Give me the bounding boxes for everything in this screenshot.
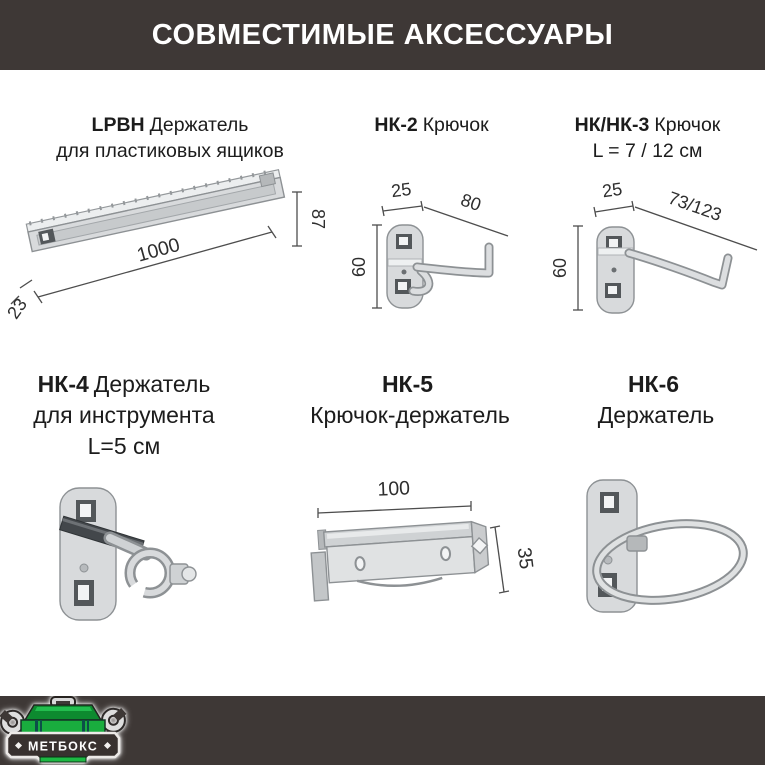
hook-arm [629, 253, 728, 285]
dim-label: 100 [377, 477, 411, 501]
product-title: Держатель [149, 114, 249, 136]
dim-label: 60 [349, 256, 369, 278]
dim-height [349, 225, 382, 308]
product-title: Крючок-держатель [310, 402, 510, 428]
page-title: СОВМЕСТИМЫЕ АКСЕССУАРЫ [151, 18, 614, 51]
heading-hk5 [285, 369, 535, 431]
dim-height [550, 226, 583, 310]
dim-label: 87 [308, 208, 328, 230]
holder-body [310, 519, 491, 601]
hk4-drawing [50, 480, 200, 630]
product-title: Крючок [654, 114, 721, 136]
lpbh-drawing [3, 180, 328, 325]
dim-label: 73/123 [665, 187, 725, 225]
dim-height [490, 526, 537, 593]
dim-label: 25 [600, 178, 624, 202]
heading-lpbh [20, 112, 320, 164]
ring-clamp [627, 536, 647, 551]
product-code: НК-5 [381, 371, 434, 397]
product-code: НК-2 [374, 114, 418, 136]
dim-length [318, 477, 471, 518]
hook-arm [413, 247, 489, 291]
dim-label: 80 [458, 189, 484, 216]
hk2-drawing [349, 178, 520, 320]
header-bar [0, 0, 765, 70]
heading-hk3 [540, 112, 755, 164]
hook-plate [597, 227, 634, 313]
brand-name: МЕТБОКС [28, 739, 98, 754]
metbox-logo [4, 693, 124, 765]
dim-label: 23 [3, 294, 32, 323]
product-subtitle: для инструмента [33, 402, 215, 428]
product-title: Держатель [597, 402, 715, 428]
brand-plaque [7, 733, 119, 762]
dim-depth [3, 280, 32, 322]
holder-plate [60, 488, 116, 620]
dim-label: 60 [550, 257, 570, 279]
product-subtitle: L = 7 / 12 см [592, 140, 703, 162]
dim-width [594, 179, 634, 217]
product-code: НК-6 [627, 371, 680, 397]
product-code: НК-4 [37, 371, 89, 397]
dim-label: 1000 [134, 233, 183, 267]
product-code: НК/НК-3 [574, 114, 650, 136]
dim-width [382, 179, 423, 216]
tool-clip [110, 538, 196, 600]
dim-label: 25 [390, 178, 413, 202]
product-subtitle2: L=5 см [87, 433, 161, 459]
hk5-drawing [295, 477, 538, 625]
dim-length [635, 188, 757, 250]
product-title: Держатель [93, 371, 211, 397]
heading-hk6 [545, 369, 767, 431]
hk3-drawing [545, 180, 765, 335]
dim-length [424, 190, 508, 236]
hk6-drawing [575, 470, 755, 645]
dim-height [292, 192, 328, 246]
toolbox-icon [21, 697, 105, 733]
product-subtitle: для пластиковых ящиков [56, 140, 284, 162]
heading-hk2 [349, 112, 514, 138]
product-code: LPBH [91, 114, 145, 136]
product-title: Крючок [422, 114, 489, 136]
dim-label: 35 [512, 546, 538, 571]
heading-hk4 [5, 369, 243, 462]
